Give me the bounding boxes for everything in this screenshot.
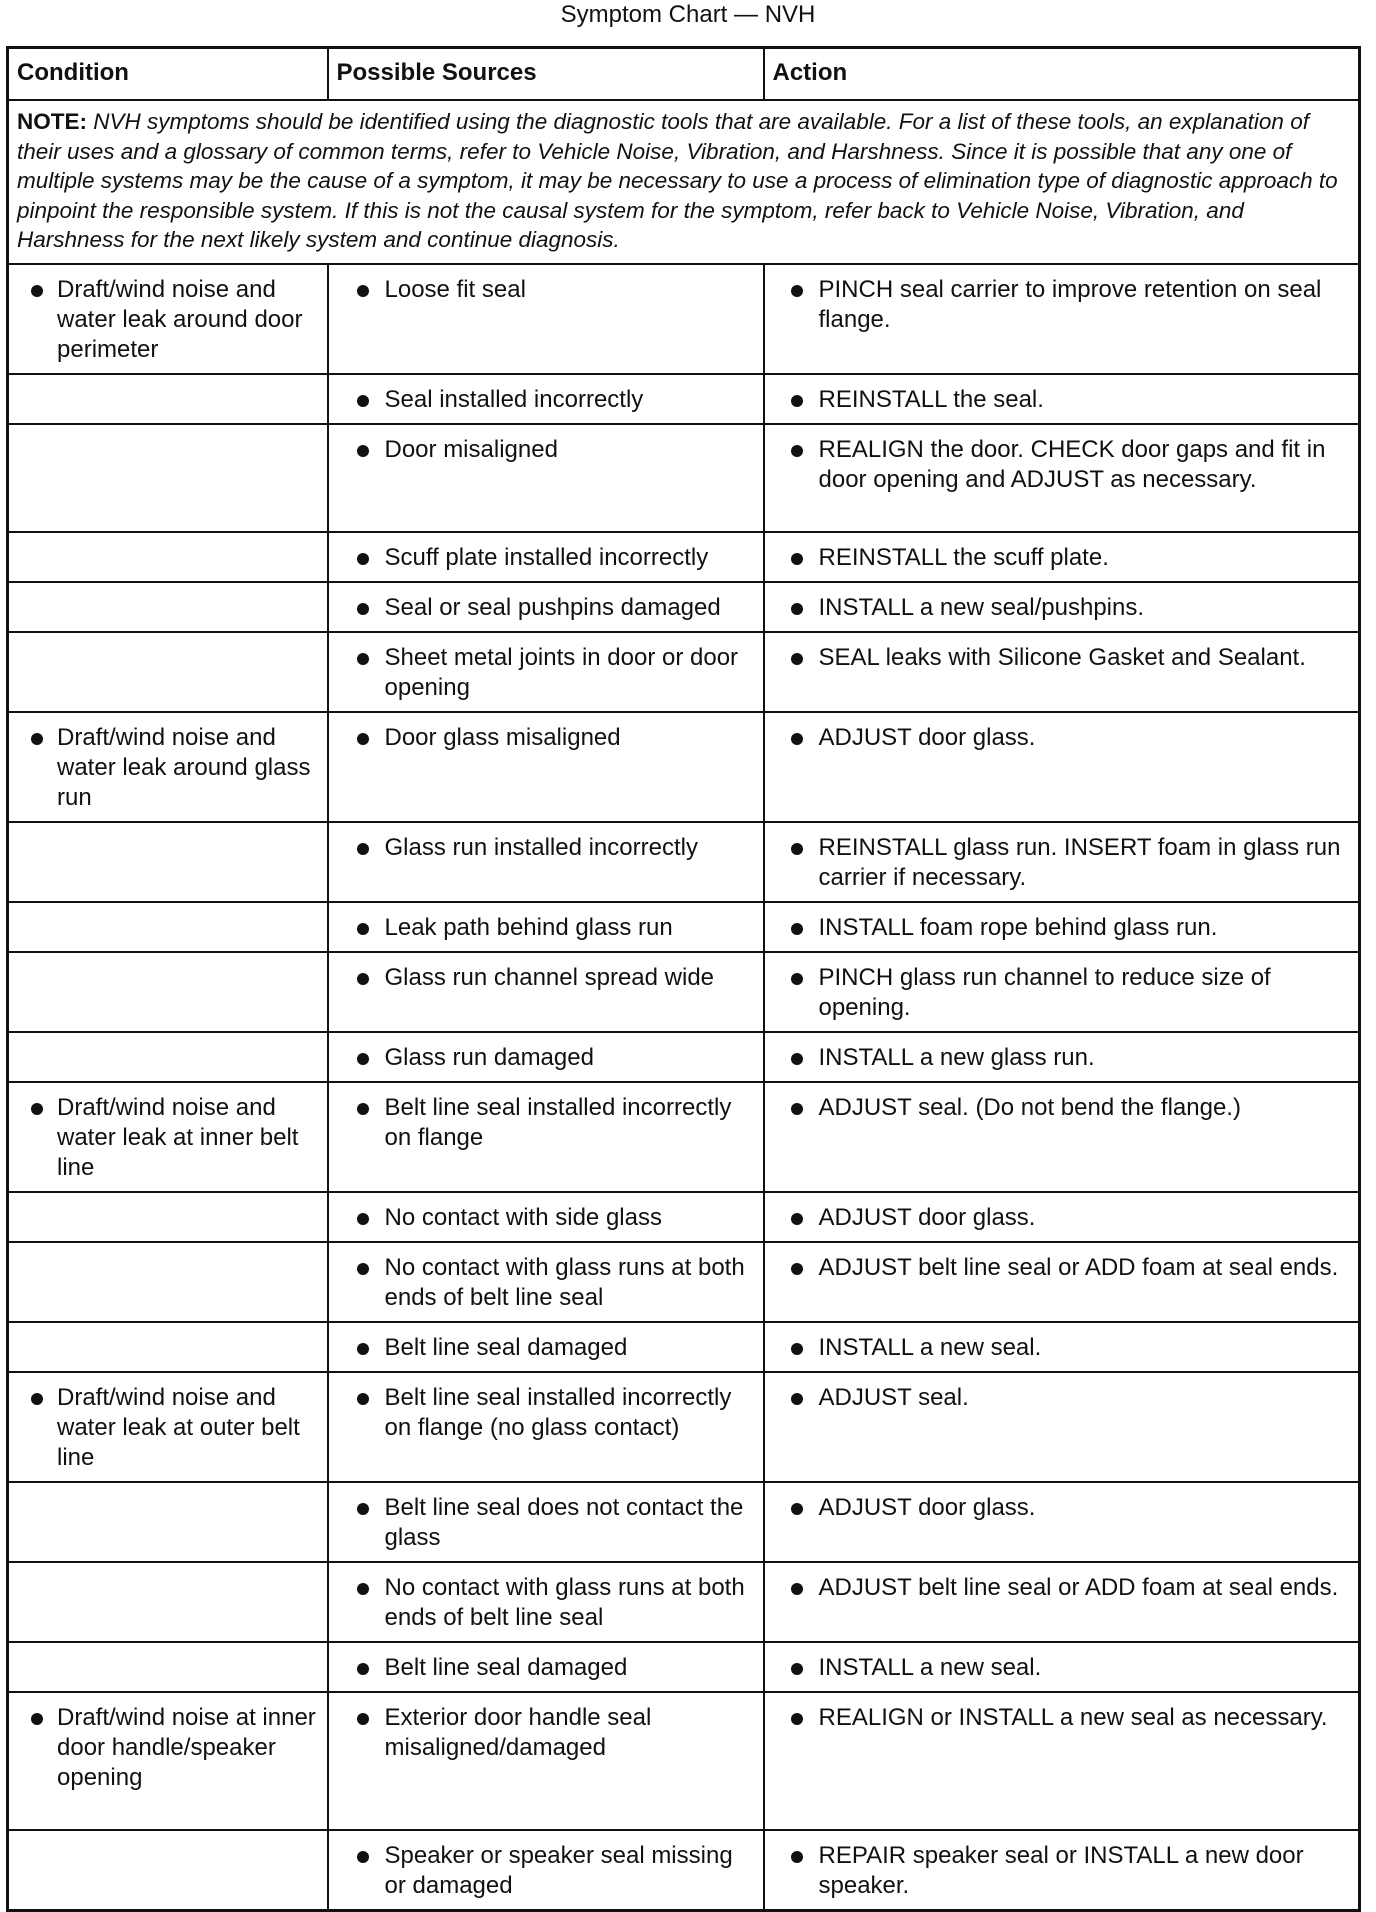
action-cell-text: SEAL leaks with Silicone Gasket and Sealant. — [765, 643, 1353, 673]
source-cell — [328, 712, 764, 822]
table-row — [8, 1242, 1360, 1322]
source-cell-text: Belt line seal installed incorrectly on flange — [329, 1093, 757, 1153]
action-cell — [764, 1242, 1360, 1322]
table-row — [8, 1642, 1360, 1692]
chart-title: Symptom Chart — NVH — [560, 1, 816, 28]
source-cell — [328, 1192, 764, 1242]
source-cell-text: Door misaligned — [329, 435, 757, 465]
condition-cell — [8, 374, 328, 424]
action-cell-text: ADJUST door glass. — [765, 1493, 1353, 1523]
action-cell — [764, 822, 1360, 902]
condition-cell — [8, 1642, 328, 1692]
action-cell-text: INSTALL a new glass run. — [765, 1043, 1353, 1073]
source-cell — [328, 1082, 764, 1192]
action-cell-text: PINCH seal carrier to improve retention on seal flange. — [765, 275, 1353, 335]
action-cell — [764, 1192, 1360, 1242]
condition-cell — [8, 632, 328, 712]
action-cell-text: REINSTALL the scuff plate. — [765, 543, 1353, 573]
action-cell — [764, 1562, 1360, 1642]
source-cell — [328, 1482, 764, 1562]
source-cell-text: Seal or seal pushpins damaged — [329, 593, 757, 623]
source-cell — [328, 1642, 764, 1692]
action-cell — [764, 952, 1360, 1032]
condition-cell — [8, 1482, 328, 1562]
source-cell — [328, 1562, 764, 1642]
header-possible-sources: Possible Sources — [328, 48, 764, 101]
header-condition: Condition — [8, 48, 328, 101]
source-cell-text: No contact with glass runs at both ends of belt line seal — [329, 1253, 757, 1313]
source-cell-text: Glass run installed incorrectly — [329, 833, 757, 863]
table-row — [8, 1830, 1360, 1911]
source-cell — [328, 374, 764, 424]
action-cell — [764, 632, 1360, 712]
note-text: NVH symptoms should be identified using the diagnostic tools that are available. For a list of these tools, an explanation of their uses and a glossary of common terms, refer to Vehicle Noise, Vibration, and Harshness. Since it is possible that any one of multiple systems may be the cause of a symptom, it may be necessary to use a process of elimination type of diagnostic approach to pinpoint the responsible system. If this is not the causal system for the symptom, refer back to Vehicle Noise, Vibration, and Harshness for the next likely system and continue diagnosis. — [17, 109, 1338, 253]
condition-cell — [8, 582, 328, 632]
action-cell-text: ADJUST seal. (Do not bend the flange.) — [765, 1093, 1353, 1123]
table-row — [8, 264, 1360, 374]
action-cell-text: REINSTALL the seal. — [765, 385, 1353, 415]
table-row — [8, 952, 1360, 1032]
condition-cell — [8, 822, 328, 902]
source-cell-text: Scuff plate installed incorrectly — [329, 543, 757, 573]
table-row — [8, 1322, 1360, 1372]
condition-cell — [8, 902, 328, 952]
action-cell — [764, 1482, 1360, 1562]
action-cell-text: ADJUST belt line seal or ADD foam at seal ends. — [765, 1253, 1353, 1283]
action-cell — [764, 424, 1360, 532]
source-cell-text: Belt line seal damaged — [329, 1653, 757, 1683]
symptom-chart-table — [6, 46, 1361, 1912]
table-row — [8, 902, 1360, 952]
table-row — [8, 1692, 1360, 1830]
action-cell-text: REALIGN the door. CHECK door gaps and fit in door opening and ADJUST as necessary. — [765, 435, 1353, 495]
condition-cell — [8, 424, 328, 532]
source-cell — [328, 532, 764, 582]
note-row — [8, 100, 1360, 264]
table-row — [8, 1482, 1360, 1562]
condition-cell-text: Draft/wind noise and water leak around door perimeter — [9, 275, 321, 365]
condition-cell — [8, 1082, 328, 1192]
action-cell-text: REINSTALL glass run. INSERT foam in glass run carrier if necessary. — [765, 833, 1353, 893]
table-row — [8, 1032, 1360, 1082]
action-cell — [764, 1692, 1360, 1830]
action-cell — [764, 1372, 1360, 1482]
source-cell — [328, 424, 764, 532]
action-cell-text: ADJUST door glass. — [765, 723, 1353, 753]
action-cell-text: ADJUST seal. — [765, 1383, 1353, 1413]
source-cell-text: Sheet metal joints in door or door opening — [329, 643, 757, 703]
source-cell-text: Door glass misaligned — [329, 723, 757, 753]
action-cell-text: PINCH glass run channel to reduce size of opening. — [765, 963, 1353, 1023]
source-cell-text: No contact with side glass — [329, 1203, 757, 1233]
note-label: NOTE: — [17, 109, 87, 134]
note-cell — [8, 100, 1360, 264]
table-row — [8, 582, 1360, 632]
source-cell — [328, 632, 764, 712]
table-row — [8, 632, 1360, 712]
condition-cell — [8, 1372, 328, 1482]
condition-cell — [8, 1192, 328, 1242]
source-cell-text: Leak path behind glass run — [329, 913, 757, 943]
table-row — [8, 374, 1360, 424]
source-cell-text: No contact with glass runs at both ends of belt line seal — [329, 1573, 757, 1633]
condition-cell — [8, 1692, 328, 1830]
action-cell — [764, 1642, 1360, 1692]
action-cell — [764, 902, 1360, 952]
action-cell — [764, 712, 1360, 822]
source-cell — [328, 952, 764, 1032]
action-cell-text: INSTALL foam rope behind glass run. — [765, 913, 1353, 943]
source-cell — [328, 582, 764, 632]
source-cell-text: Seal installed incorrectly — [329, 385, 757, 415]
condition-cell-text: Draft/wind noise and water leak at outer belt line — [9, 1383, 321, 1473]
source-cell-text: Belt line seal damaged — [329, 1333, 757, 1363]
action-cell-text: INSTALL a new seal/pushpins. — [765, 593, 1353, 623]
action-cell-text: INSTALL a new seal. — [765, 1653, 1353, 1683]
action-cell — [764, 1322, 1360, 1372]
action-cell-text: ADJUST door glass. — [765, 1203, 1353, 1233]
source-cell — [328, 1032, 764, 1082]
source-cell-text: Speaker or speaker seal missing or damaged — [329, 1841, 757, 1901]
source-cell — [328, 1830, 764, 1911]
source-cell-text: Belt line seal does not contact the glass — [329, 1493, 757, 1553]
table-row — [8, 1562, 1360, 1642]
table-row — [8, 1082, 1360, 1192]
condition-cell — [8, 532, 328, 582]
source-cell — [328, 1372, 764, 1482]
condition-cell — [8, 1562, 328, 1642]
condition-cell-text: Draft/wind noise and water leak at inner belt line — [9, 1093, 321, 1183]
source-cell — [328, 1242, 764, 1322]
action-cell-text: REPAIR speaker seal or INSTALL a new door speaker. — [765, 1841, 1353, 1901]
action-cell — [764, 1032, 1360, 1082]
action-cell-text: REALIGN or INSTALL a new seal as necessary. — [765, 1703, 1353, 1733]
source-cell — [328, 1322, 764, 1372]
condition-cell — [8, 952, 328, 1032]
action-cell — [764, 1082, 1360, 1192]
action-cell — [764, 374, 1360, 424]
condition-cell — [8, 1322, 328, 1372]
action-cell-text: ADJUST belt line seal or ADD foam at seal ends. — [765, 1573, 1353, 1603]
table-row — [8, 532, 1360, 582]
header-row — [8, 48, 1360, 101]
source-cell-text: Glass run damaged — [329, 1043, 757, 1073]
condition-cell-text: Draft/wind noise at inner door handle/speaker opening — [9, 1703, 321, 1793]
condition-cell — [8, 264, 328, 374]
source-cell-text: Glass run channel spread wide — [329, 963, 757, 993]
condition-cell — [8, 712, 328, 822]
source-cell — [328, 822, 764, 902]
table-row — [8, 424, 1360, 532]
source-cell — [328, 1692, 764, 1830]
table-row — [8, 1372, 1360, 1482]
table-row — [8, 822, 1360, 902]
action-cell-text: INSTALL a new seal. — [765, 1333, 1353, 1363]
source-cell — [328, 264, 764, 374]
source-cell-text: Belt line seal installed incorrectly on flange (no glass contact) — [329, 1383, 757, 1443]
action-cell — [764, 582, 1360, 632]
table-row — [8, 1192, 1360, 1242]
condition-cell — [8, 1242, 328, 1322]
action-cell — [764, 1830, 1360, 1911]
condition-cell — [8, 1032, 328, 1082]
condition-cell — [8, 1830, 328, 1911]
header-action: Action — [764, 48, 1360, 101]
table-row — [8, 712, 1360, 822]
source-cell-text: Loose fit seal — [329, 275, 757, 305]
source-cell-text: Exterior door handle seal misaligned/damaged — [329, 1703, 757, 1763]
action-cell — [764, 532, 1360, 582]
source-cell — [328, 902, 764, 952]
action-cell — [764, 264, 1360, 374]
condition-cell-text: Draft/wind noise and water leak around glass run — [9, 723, 321, 813]
